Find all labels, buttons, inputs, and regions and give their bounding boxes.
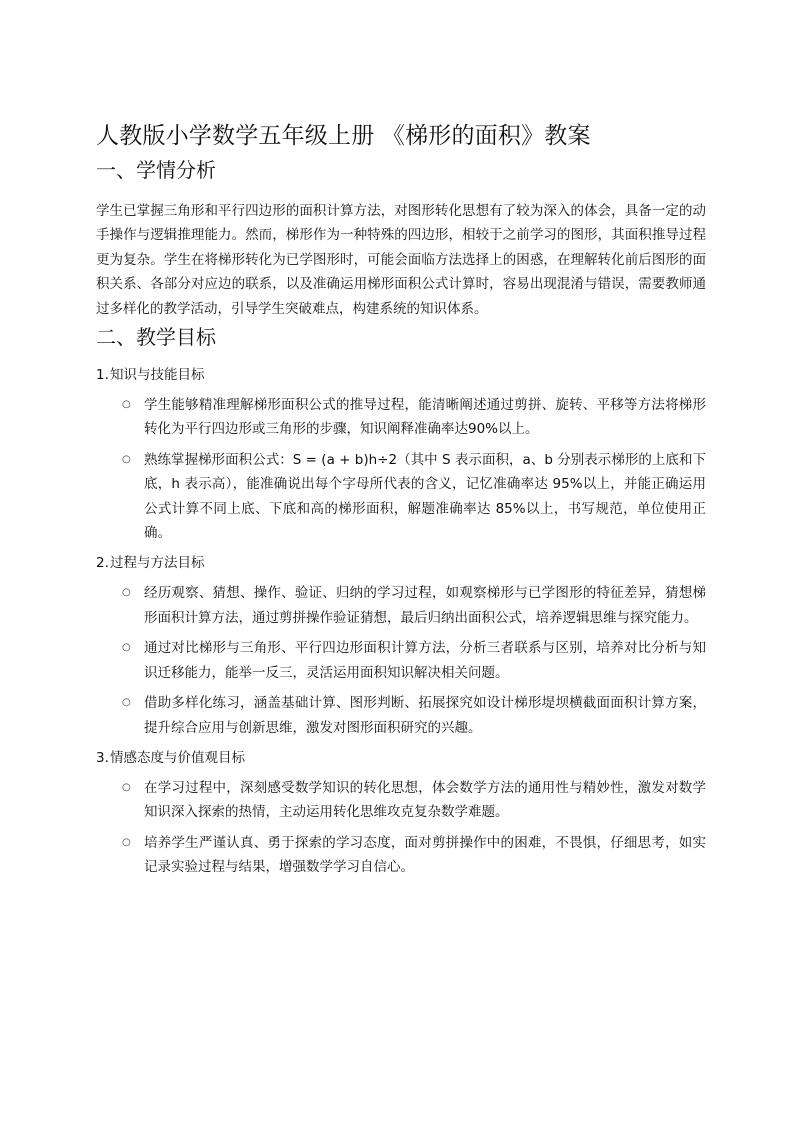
objectives-list [96,363,706,880]
section-heading-learner-analysis: 一、学情分析 [96,158,216,182]
hollow-circle-bullet-icon: ○ [122,399,131,411]
list-item [96,581,706,630]
objective-bullets [96,776,706,880]
list-item [96,448,706,546]
objective-bullets [96,581,706,739]
list-item [96,636,706,685]
hollow-circle-bullet-icon: ○ [122,781,131,793]
list-item [96,691,706,740]
objective-number: 3. [96,749,109,766]
list-item-text: 熟练掌握梯形面积公式：S = (a + b)h÷2（其中 S 表示面积，a、b 分别表示梯形的上底和下底，h 表示高），能准确说出每个字母所代表的含义，记忆准确率达 95%以上，并能正确运用公式计算不同上底、下底和高的梯形面积，解题准确率达 85%以上，书写规范，单位使用正确。 [144,451,706,542]
document-title: 人教版小学数学五年级上册 《梯形的面积》教案 [96,123,591,149]
objective-heading [96,363,706,387]
objective-number: 1. [96,367,109,384]
objective-knowledge-skills [96,363,706,545]
list-item-text: 培养学生严谨认真、勇于探索的学习态度，面对剪拼操作中的困难，不畏惧，仔细思考，如实记录实验过程与结果，增强数学学习自信心。 [144,834,706,876]
list-item [96,831,706,880]
list-item [96,393,706,442]
hollow-circle-bullet-icon: ○ [122,836,131,848]
objective-heading [96,551,706,575]
hollow-circle-bullet-icon: ○ [122,587,131,599]
list-item [96,776,706,825]
hollow-circle-bullet-icon: ○ [122,697,131,709]
list-item-text: 借助多样化练习，涵盖基础计算、图形判断、拓展探究如设计梯形堤坝横截面面积计算方案，提升综合应用与创新思维，激发对图形面积研究的兴趣。 [144,695,706,736]
objective-heading [96,746,706,770]
objective-process-methods [96,551,706,739]
list-item-text: 在学习过程中，深刻感受数学知识的转化思想，体会数学方法的通用性与精妙性，激发对数学知识深入探索的热情，主动运用转化思维攻克复杂数学难题。 [144,779,706,821]
section-heading-teaching-objectives: 二、教学目标 [96,325,216,350]
list-item-text: 经历观察、猜想、操作、验证、归纳的学习过程，如观察梯形与已学图形的特征差异，猜想梯形面积计算方法，通过剪拼操作验证猜想，最后归纳出面积公式，培养逻辑思维与探究能力。 [144,585,706,626]
hollow-circle-bullet-icon: ○ [122,642,131,654]
objective-number: 2. [96,555,109,572]
objective-title: 情感态度与价值观目标 [110,749,245,766]
list-item-text: 学生能够精准理解梯形面积公式的推导过程，能清晰阐述通过剪拼、旋转、平移等方法将梯形转化为平行四边形或三角形的步骤，知识阐释准确率达90%以上。 [144,397,706,438]
document-page [96,118,706,886]
objective-title: 知识与技能目标 [110,367,205,384]
hollow-circle-bullet-icon: ○ [122,453,131,465]
objective-title: 过程与方法目标 [110,555,205,572]
objective-bullets [96,393,706,545]
objective-emotion-values [96,746,706,880]
list-item-text: 通过对比梯形与三角形、平行四边形面积计算方法，分析三者联系与区别，培养对比分析与知识迁移能力，能举一反三，灵活运用面积知识解决相关问题。 [144,640,706,681]
learner-analysis-paragraph: 学生已掌握三角形和平行四边形的面积计算方法，对图形转化思想有了较为深入的体会，具备一定的动手操作与逻辑推理能力。然而，梯形作为一种特殊的四边形，相较于之前学习的图形，其面积推导过程更为复杂。学生在将梯形转化为已学图形时，可能会面临方法选择上的困惑，在理解转化前后图形的面积关系、各部分对应边的联系，以及准确运用梯形面积公式计算时，容易出现混淆与错误，需要教师通过多样化的教学活动，引导学生突破难点，构建系统的知识体系。 [96,203,706,317]
